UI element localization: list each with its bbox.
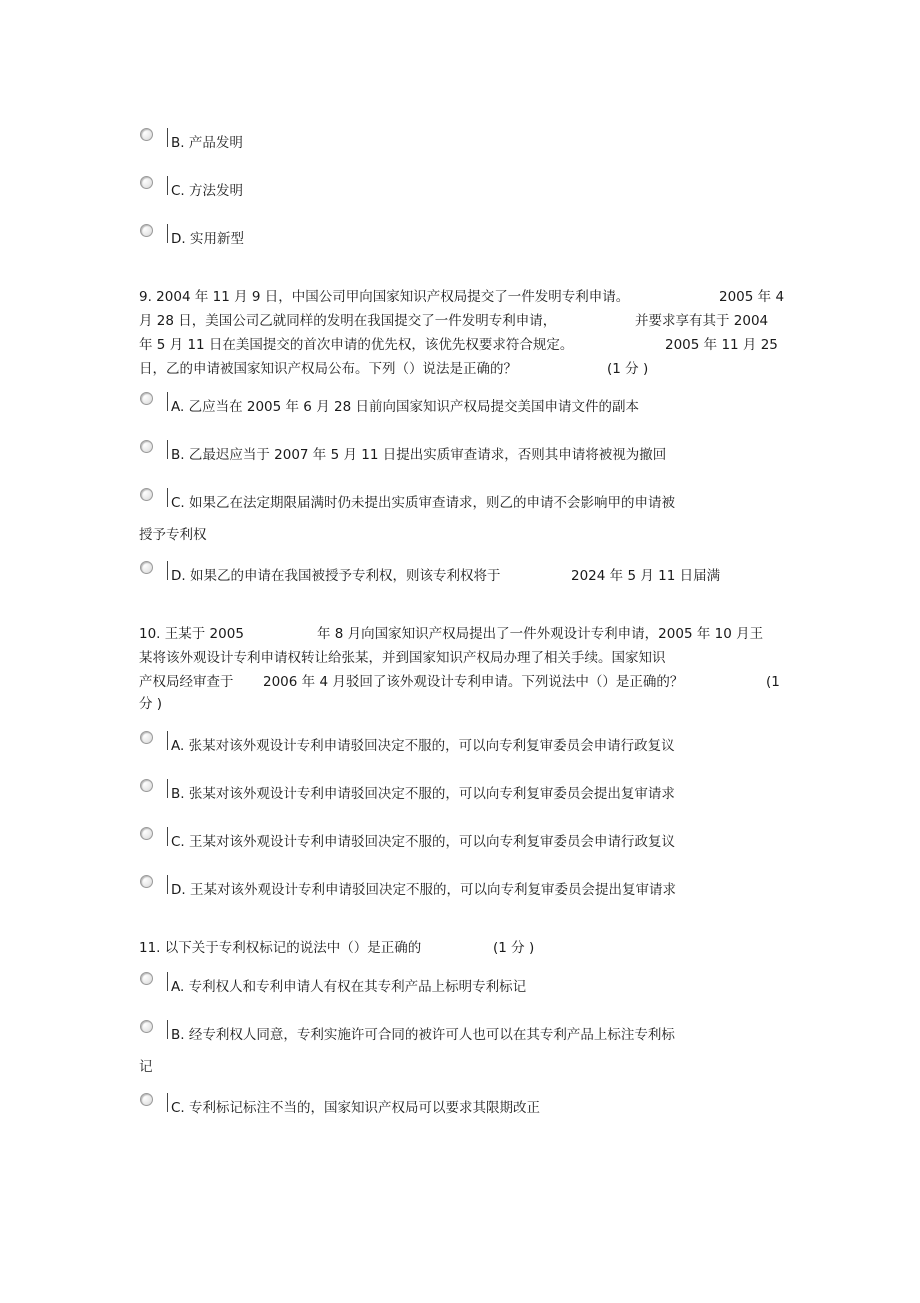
text-cursor-bar (167, 392, 168, 411)
question-line: 11. 以下关于专利权标记的说法中（）是正确的 (139, 940, 422, 956)
radio-button-icon[interactable] (140, 972, 153, 985)
text-cursor-bar (167, 1093, 168, 1112)
option-label: D. 实用新型 (171, 231, 244, 247)
q10-option-d[interactable] (140, 875, 780, 903)
radio-button-icon[interactable] (140, 827, 153, 840)
q11-option-b[interactable] (140, 1020, 780, 1048)
text-cursor-bar (167, 875, 168, 894)
q11-option-b-continuation: 记 (139, 1059, 153, 1075)
question-line: 并要求享有其于 2004 (635, 313, 769, 329)
radio-button-icon[interactable] (140, 176, 153, 189)
q10-option-b[interactable] (140, 779, 780, 807)
option-label: C. 专利标记标注不当的，国家知识产权局可以要求其限期改正 (171, 1100, 541, 1116)
question-line: 日，乙的申请被国家知识产权局公布。下列（）说法是正确的？ (139, 361, 517, 377)
question-line: 9. 2004 年 11 月 9 日，中国公司甲向国家知识产权局提交了一件发明专利申请。 (139, 289, 630, 305)
text-cursor-bar (167, 1020, 168, 1039)
radio-button-icon[interactable] (140, 561, 153, 574)
question-score: 分 ) (139, 696, 163, 712)
q8-option-c[interactable] (140, 176, 780, 204)
radio-button-icon[interactable] (140, 1020, 153, 1033)
text-cursor-bar (167, 488, 168, 507)
radio-button-icon[interactable] (140, 731, 153, 744)
radio-button-icon[interactable] (140, 224, 153, 237)
option-label: B. 产品发明 (171, 135, 243, 151)
question-line: 2005 年 4 (719, 289, 785, 305)
text-cursor-bar (167, 561, 168, 580)
radio-button-icon[interactable] (140, 488, 153, 501)
question-score: (1 分 ) (607, 361, 649, 377)
text-cursor-bar (167, 440, 168, 459)
question-line: 2005 年 11 月 25 (665, 337, 778, 353)
text-cursor-bar (167, 779, 168, 798)
option-label: A. 专利权人和专利申请人有权在其专利产品上标明专利标记 (171, 979, 527, 995)
q9-option-c-continuation: 授予专利权 (139, 527, 207, 543)
option-label: A. 张某对该外观设计专利申请驳回决定不服的，可以向专利复审委员会申请行政复议 (171, 738, 675, 754)
q10-option-a[interactable] (140, 731, 780, 759)
question-score: (1 分 ) (493, 940, 535, 956)
q9-option-c[interactable] (140, 488, 780, 516)
radio-button-icon[interactable] (140, 440, 153, 453)
q11-option-a[interactable] (140, 972, 780, 1000)
option-label: D. 王某对该外观设计专利申请驳回决定不服的，可以向专利复审委员会提出复审请求 (171, 882, 676, 898)
text-cursor-bar (167, 827, 168, 846)
question-line: 月 28 日，美国公司乙就同样的发明在我国提交了一件发明专利申请， (139, 313, 557, 329)
text-cursor-bar (167, 731, 168, 750)
radio-button-icon[interactable] (140, 779, 153, 792)
q8-option-b[interactable] (140, 128, 780, 156)
option-label: A. 乙应当在 2005 年 6 月 28 日前向国家知识产权局提交美国申请文件的副本 (171, 399, 639, 415)
q9-option-d[interactable] (140, 561, 780, 589)
q9-option-b[interactable] (140, 440, 780, 468)
question-line: 年 8 月向国家知识产权局提出了一件外观设计专利申请，2005 年 10 月王 (317, 626, 764, 642)
radio-button-icon[interactable] (140, 1093, 153, 1106)
option-label: C. 方法发明 (171, 183, 244, 199)
text-cursor-bar (167, 176, 168, 195)
q11-question-text (139, 936, 784, 962)
question-line: 某将该外观设计专利申请权转让给张某，并到国家知识产权局办理了相关手续。国家知识 (139, 650, 666, 666)
q9-option-a[interactable] (140, 392, 780, 420)
option-label: D. 如果乙的申请在我国被授予专利权，则该专利权将于 (171, 568, 501, 584)
question-line: 10. 王某于 2005 (139, 626, 244, 642)
radio-button-icon[interactable] (140, 875, 153, 888)
question-line: 产权局经审查于 (139, 674, 234, 690)
q10-question-text (139, 622, 784, 722)
option-label: C. 王某对该外观设计专利申请驳回决定不服的，可以向专利复审委员会申请行政复议 (171, 834, 676, 850)
option-label: C. 如果乙在法定期限届满时仍未提出实质审查请求，则乙的申请不会影响甲的申请被 (171, 495, 676, 511)
question-line: 年 5 月 11 日在美国提交的首次申请的优先权，该优先权要求符合规定。 (139, 337, 574, 353)
option-label: B. 经专利权人同意，专利实施许可合同的被许可人也可以在其专利产品上标注专利标 (171, 1027, 675, 1043)
option-label: B. 张某对该外观设计专利申请驳回决定不服的，可以向专利复审委员会提出复审请求 (171, 786, 675, 802)
q10-option-c[interactable] (140, 827, 780, 855)
q9-question-text (139, 285, 784, 385)
text-cursor-bar (167, 128, 168, 147)
radio-button-icon[interactable] (140, 392, 153, 405)
radio-button-icon[interactable] (140, 128, 153, 141)
option-label: B. 乙最迟应当于 2007 年 5 月 11 日提出实质审查请求，否则其申请将被视为撤回 (171, 447, 667, 463)
question-line: 2006 年 4 月驳回了该外观设计专利申请。下列说法中（）是正确的？ (263, 674, 684, 690)
q11-option-c[interactable] (140, 1093, 780, 1121)
q8-option-d[interactable] (140, 224, 780, 252)
option-label-extra: 2024 年 5 月 11 日届满 (571, 568, 721, 584)
text-cursor-bar (167, 224, 168, 243)
question-score: (1 (766, 674, 780, 690)
text-cursor-bar (167, 972, 168, 991)
